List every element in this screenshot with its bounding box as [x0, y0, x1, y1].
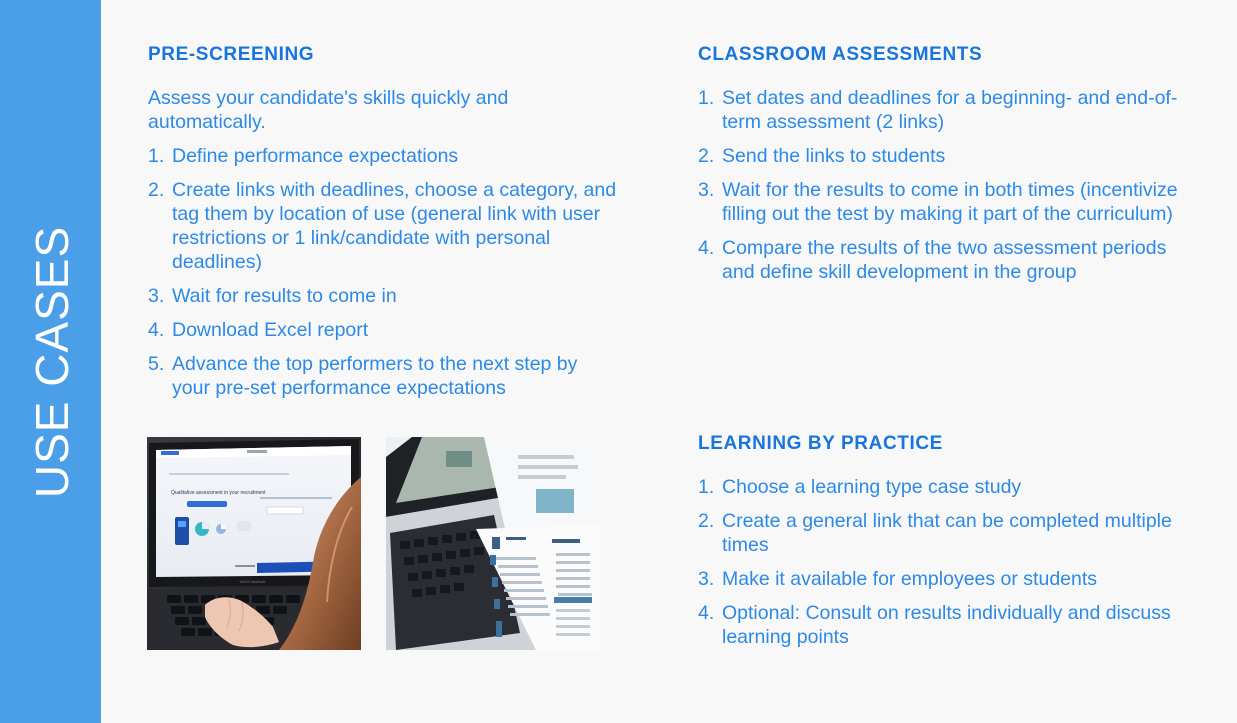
learning-heading: LEARNING BY PRACTICE [698, 433, 943, 454]
list-item [698, 86, 1178, 134]
list-item [698, 236, 1178, 284]
list-number: 4. [698, 237, 715, 259]
prescreening-heading: PRE-SCREENING [148, 44, 315, 65]
list-item-text: Advance the top performers to the next step by your pre-set performance expectations [172, 353, 578, 399]
laptop-screen-heading: Qualitative assessment in your recruitment [171, 490, 266, 496]
list-item [698, 178, 1178, 226]
classroom-heading: CLASSROOM ASSESSMENTS [698, 44, 983, 65]
laptop-brand-label: ASUS VivoBook [240, 580, 266, 584]
prescreening-section [148, 44, 618, 410]
sidebar [0, 0, 101, 723]
list-item [148, 144, 618, 168]
list-item-text: Set dates and deadlines for a beginning- and end-of-term assessment (2 links) [722, 87, 1178, 133]
list-number: 1. [698, 87, 715, 109]
list-item-text: Create a general link that can be completed multiple times [722, 510, 1172, 556]
list-number: 2. [698, 145, 715, 167]
list-item [698, 509, 1178, 557]
list-item-text: Wait for the results to come in both times (incentivize filling out the test by making it part of the curriculum) [722, 179, 1178, 225]
list-item [148, 318, 618, 342]
learning-list [698, 475, 1178, 649]
list-item-text: Send the links to students [722, 145, 946, 167]
list-item-text: Wait for results to come in [172, 285, 397, 307]
list-item [698, 144, 1178, 168]
list-item [148, 284, 618, 308]
list-item [698, 567, 1178, 591]
sidebar-title: USE CASES [26, 225, 78, 499]
prescreening-intro: Assess your candidate's skills quickly and automatically. [148, 87, 509, 133]
list-number: 1. [148, 145, 165, 167]
list-number: 3. [148, 285, 165, 307]
list-item-text: Create links with deadlines, choose a category, and tag them by location of use (general link with user restrictions or 1 link/candidate with personal deadlines) [172, 179, 617, 273]
list-number: 1. [698, 476, 715, 498]
list-number: 4. [698, 602, 715, 624]
list-item [148, 178, 618, 274]
list-number: 2. [698, 510, 715, 532]
list-item [698, 475, 1178, 499]
classroom-section [698, 44, 1178, 294]
list-number: 3. [698, 179, 715, 201]
learning-section [698, 433, 1178, 659]
list-item-text: Download Excel report [172, 319, 369, 341]
list-item [698, 601, 1178, 649]
prescreening-list [148, 144, 618, 400]
classroom-list [698, 86, 1178, 284]
list-item-text: Make it available for employees or students [722, 568, 1098, 590]
list-number: 2. [148, 179, 165, 201]
list-number: 4. [148, 319, 165, 341]
list-item [148, 352, 618, 400]
list-number: 3. [698, 568, 715, 590]
list-item-text: Choose a learning type case study [722, 476, 1022, 498]
list-item-text: Define performance expectations [172, 145, 459, 167]
list-item-text: Compare the results of the two assessment periods and define skill development in the group [722, 237, 1167, 283]
laptop-photo [147, 437, 361, 650]
list-number: 5. [148, 353, 165, 375]
papers-photo [386, 437, 599, 650]
list-item-text: Optional: Consult on results individually and discuss learning points [722, 602, 1171, 648]
